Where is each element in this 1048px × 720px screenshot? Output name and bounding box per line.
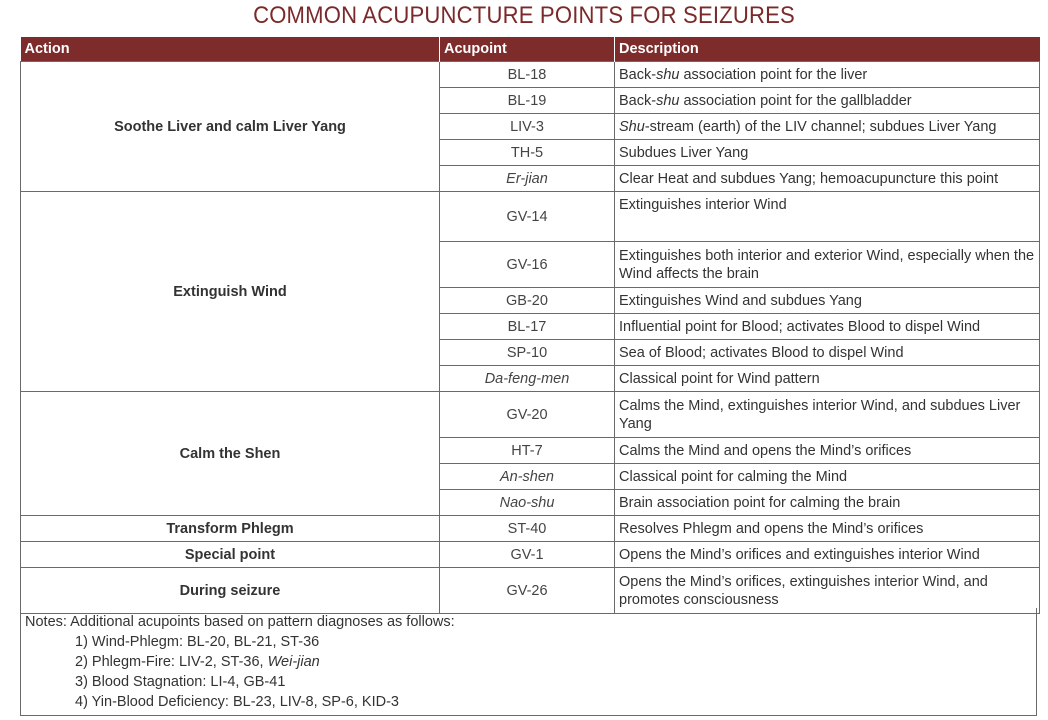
acupoint-cell: GV-26 (440, 568, 615, 614)
description-cell: Shu-stream (earth) of the LIV channel; subdues Liver Yang (615, 114, 1040, 140)
description-cell: Back-shu association point for the gallbladder (615, 88, 1040, 114)
description-cell: Calms the Mind and opens the Mind’s orifices (615, 438, 1040, 464)
acupoint-cell: GV-20 (440, 392, 615, 438)
description-cell: Opens the Mind’s orifices, extinguishes interior Wind, and promotes consciousness (615, 568, 1040, 614)
notes-intro: Notes: Additional acupoints based on pattern diagnoses as follows: (25, 614, 455, 630)
acupoint-cell: An-shen (440, 464, 615, 490)
acupoint-cell: GV-1 (440, 542, 615, 568)
description-cell: Extinguishes both interior and exterior Wind, especially when the Wind affects the brain (615, 242, 1040, 288)
action-cell: Soothe Liver and calm Liver Yang (21, 62, 440, 192)
table-row (21, 516, 1040, 542)
header-action: Action (21, 37, 440, 62)
description-cell: Classical point for Wind pattern (615, 366, 1040, 392)
note-item: 3) Blood Stagnation: LI-4, GB-41 (75, 674, 286, 690)
notes-box (20, 608, 1037, 716)
note-item: 1) Wind-Phlegm: BL-20, BL-21, ST-36 (75, 634, 320, 650)
acupoints-table (20, 37, 1040, 614)
description-cell: Brain association point for calming the brain (615, 490, 1040, 516)
table-header-row (21, 37, 1040, 62)
description-cell: Classical point for calming the Mind (615, 464, 1040, 490)
description-cell: Calms the Mind, extinguishes interior Wind, and subdues Liver Yang (615, 392, 1040, 438)
acupoint-cell: Nao-shu (440, 490, 615, 516)
description-cell: Extinguishes Wind and subdues Yang (615, 288, 1040, 314)
description-cell: Clear Heat and subdues Yang; hemoacupuncture this point (615, 166, 1040, 192)
acupoint-cell: GV-14 (440, 192, 615, 242)
action-cell: Extinguish Wind (21, 192, 440, 392)
action-cell: During seizure (21, 568, 440, 614)
note-item: 2) Phlegm-Fire: LIV-2, ST-36, Wei-jian (75, 654, 320, 670)
page-title: COMMON ACUPUNCTURE POINTS FOR SEIZURES (253, 2, 795, 29)
description-cell: Extinguishes interior Wind (615, 192, 1040, 242)
description-cell: Back-shu association point for the liver (615, 62, 1040, 88)
action-cell: Special point (21, 542, 440, 568)
header-acupoint: Acupoint (440, 37, 615, 62)
table-row (21, 542, 1040, 568)
description-cell: Influential point for Blood; activates Blood to dispel Wind (615, 314, 1040, 340)
acupoint-cell: ST-40 (440, 516, 615, 542)
acupoint-cell: Da-feng-men (440, 366, 615, 392)
table-row (21, 392, 1040, 438)
table-row (21, 62, 1040, 88)
description-cell: Sea of Blood; activates Blood to dispel Wind (615, 340, 1040, 366)
acupoint-cell: BL-19 (440, 88, 615, 114)
table-row (21, 568, 1040, 614)
description-cell: Opens the Mind’s orifices and extinguishes interior Wind (615, 542, 1040, 568)
note-item: 4) Yin-Blood Deficiency: BL-23, LIV-8, SP-6, KID-3 (75, 694, 399, 710)
acupoint-cell: TH-5 (440, 140, 615, 166)
header-description: Description (615, 37, 1040, 62)
acupoint-cell: LIV-3 (440, 114, 615, 140)
description-cell: Subdues Liver Yang (615, 140, 1040, 166)
acupoint-cell: GB-20 (440, 288, 615, 314)
action-cell: Calm the Shen (21, 392, 440, 516)
acupoint-cell: HT-7 (440, 438, 615, 464)
acupoint-cell: SP-10 (440, 340, 615, 366)
acupoint-cell: Er-jian (440, 166, 615, 192)
acupoint-cell: BL-18 (440, 62, 615, 88)
acupoint-cell: BL-17 (440, 314, 615, 340)
action-cell: Transform Phlegm (21, 516, 440, 542)
acupoint-cell: GV-16 (440, 242, 615, 288)
description-cell: Resolves Phlegm and opens the Mind’s orifices (615, 516, 1040, 542)
table-row (21, 192, 1040, 242)
